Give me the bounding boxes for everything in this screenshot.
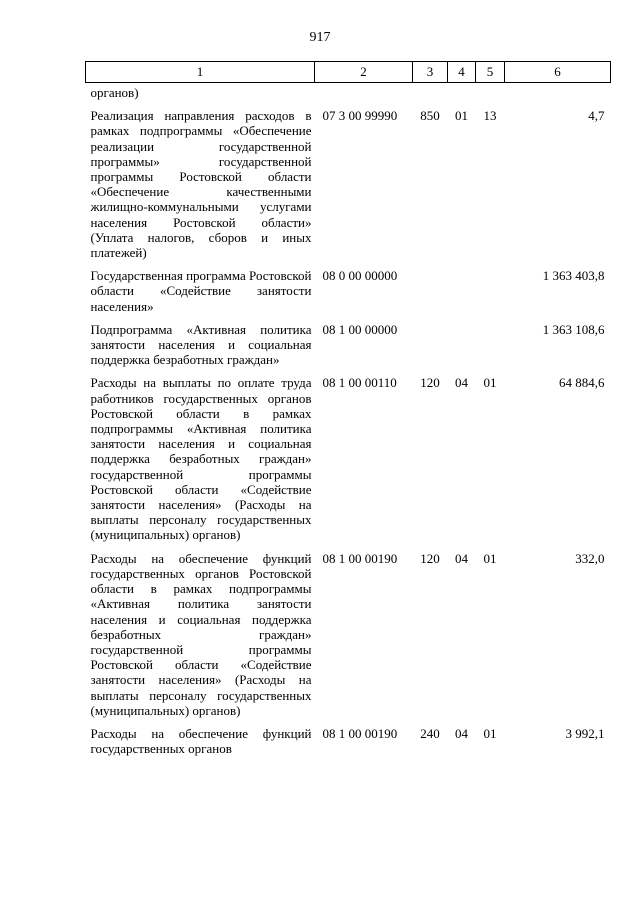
row-description: органов) xyxy=(90,85,139,100)
row-code: 08 1 00 00000 xyxy=(322,321,398,337)
row-description: Расходы на обеспечение функций государственных органов xyxy=(90,725,312,757)
column-header-1: 1 xyxy=(86,62,315,83)
column-header-3: 3 xyxy=(413,62,448,83)
row-amount xyxy=(505,83,611,101)
row-col3 xyxy=(413,314,448,368)
row-col3: 120 xyxy=(420,375,440,391)
table-row xyxy=(86,83,611,101)
column-header-5: 5 xyxy=(476,62,505,83)
row-col5: 01 xyxy=(483,725,497,741)
row-amount: 1 363 403,8 xyxy=(542,268,605,284)
budget-table xyxy=(85,61,611,756)
row-code: 08 1 00 00190 xyxy=(322,550,398,566)
column-header-2: 2 xyxy=(315,62,413,83)
row-col5 xyxy=(476,260,505,314)
row-col5: 01 xyxy=(483,375,497,391)
row-amount: 332,0 xyxy=(575,550,605,566)
row-code xyxy=(315,83,413,101)
row-col3 xyxy=(413,260,448,314)
row-col5: 01 xyxy=(483,550,497,566)
row-col5 xyxy=(476,83,505,101)
row-col3: 120 xyxy=(420,550,440,566)
row-description: Реализация направления расходов в рамках подпрограммы «Обеспечение реализации государственной программы» государственной программы Ростовской области «Обеспечение качественными жилищно-коммунальными услугами населения Ростовской области» (Уплата налогов, сборов и иных платежей) xyxy=(90,108,312,261)
row-col4: 04 xyxy=(455,375,468,391)
row-col3: 240 xyxy=(420,725,440,741)
row-col3 xyxy=(413,83,448,101)
row-amount: 3 992,1 xyxy=(565,725,605,741)
row-description: Расходы на выплаты по оплате труда работников государственных органов Ростовской области в рамках подпрограммы «Активная политика занятости населения и социальная поддержка безработных граждан» государственной программы Ростовской области «Содействие занятости населения» (Расходы на выплаты персоналу государственных (муниципальных) органов) xyxy=(90,375,312,543)
page-number: 917 xyxy=(309,30,331,45)
row-code: 08 0 00 00000 xyxy=(322,268,398,284)
table-row xyxy=(86,314,611,368)
table-row xyxy=(86,260,611,314)
row-code: 08 1 00 00110 xyxy=(322,375,397,391)
table-row xyxy=(86,100,611,260)
row-amount: 4,7 xyxy=(588,108,605,124)
column-header-6: 6 xyxy=(505,62,611,83)
row-col4 xyxy=(448,314,476,368)
row-amount: 64 884,6 xyxy=(559,375,605,391)
row-description: Расходы на обеспечение функций государственных органов Ростовской области в рамках подпрограммы «Активная политика занятости населения и социальная поддержка безработных граждан» государственной программы Ростовской области «Содействие занятости населения» (Расходы на выплаты персоналу государственных (муниципальных) органов) xyxy=(90,550,312,718)
row-col4: 04 xyxy=(455,550,468,566)
row-col4: 01 xyxy=(455,108,468,124)
row-col5 xyxy=(476,314,505,368)
row-col4 xyxy=(448,260,476,314)
table-header-row xyxy=(86,62,611,83)
row-col4: 04 xyxy=(455,725,468,741)
table-row xyxy=(86,718,611,756)
table-row xyxy=(86,367,611,542)
row-col3: 850 xyxy=(420,108,440,124)
row-col5: 13 xyxy=(483,108,497,124)
column-header-4: 4 xyxy=(448,62,476,83)
row-code: 08 1 00 00190 xyxy=(322,725,398,741)
row-description: Государственная программа Ростовской области «Содействие занятости населения» xyxy=(90,268,312,314)
row-col4 xyxy=(448,83,476,101)
row-description: Подпрограмма «Активная политика занятости населения и социальная поддержка безработных граждан» xyxy=(90,321,312,368)
table-row xyxy=(86,543,611,718)
row-amount: 1 363 108,6 xyxy=(542,321,605,337)
row-code: 07 3 00 99990 xyxy=(322,108,398,124)
